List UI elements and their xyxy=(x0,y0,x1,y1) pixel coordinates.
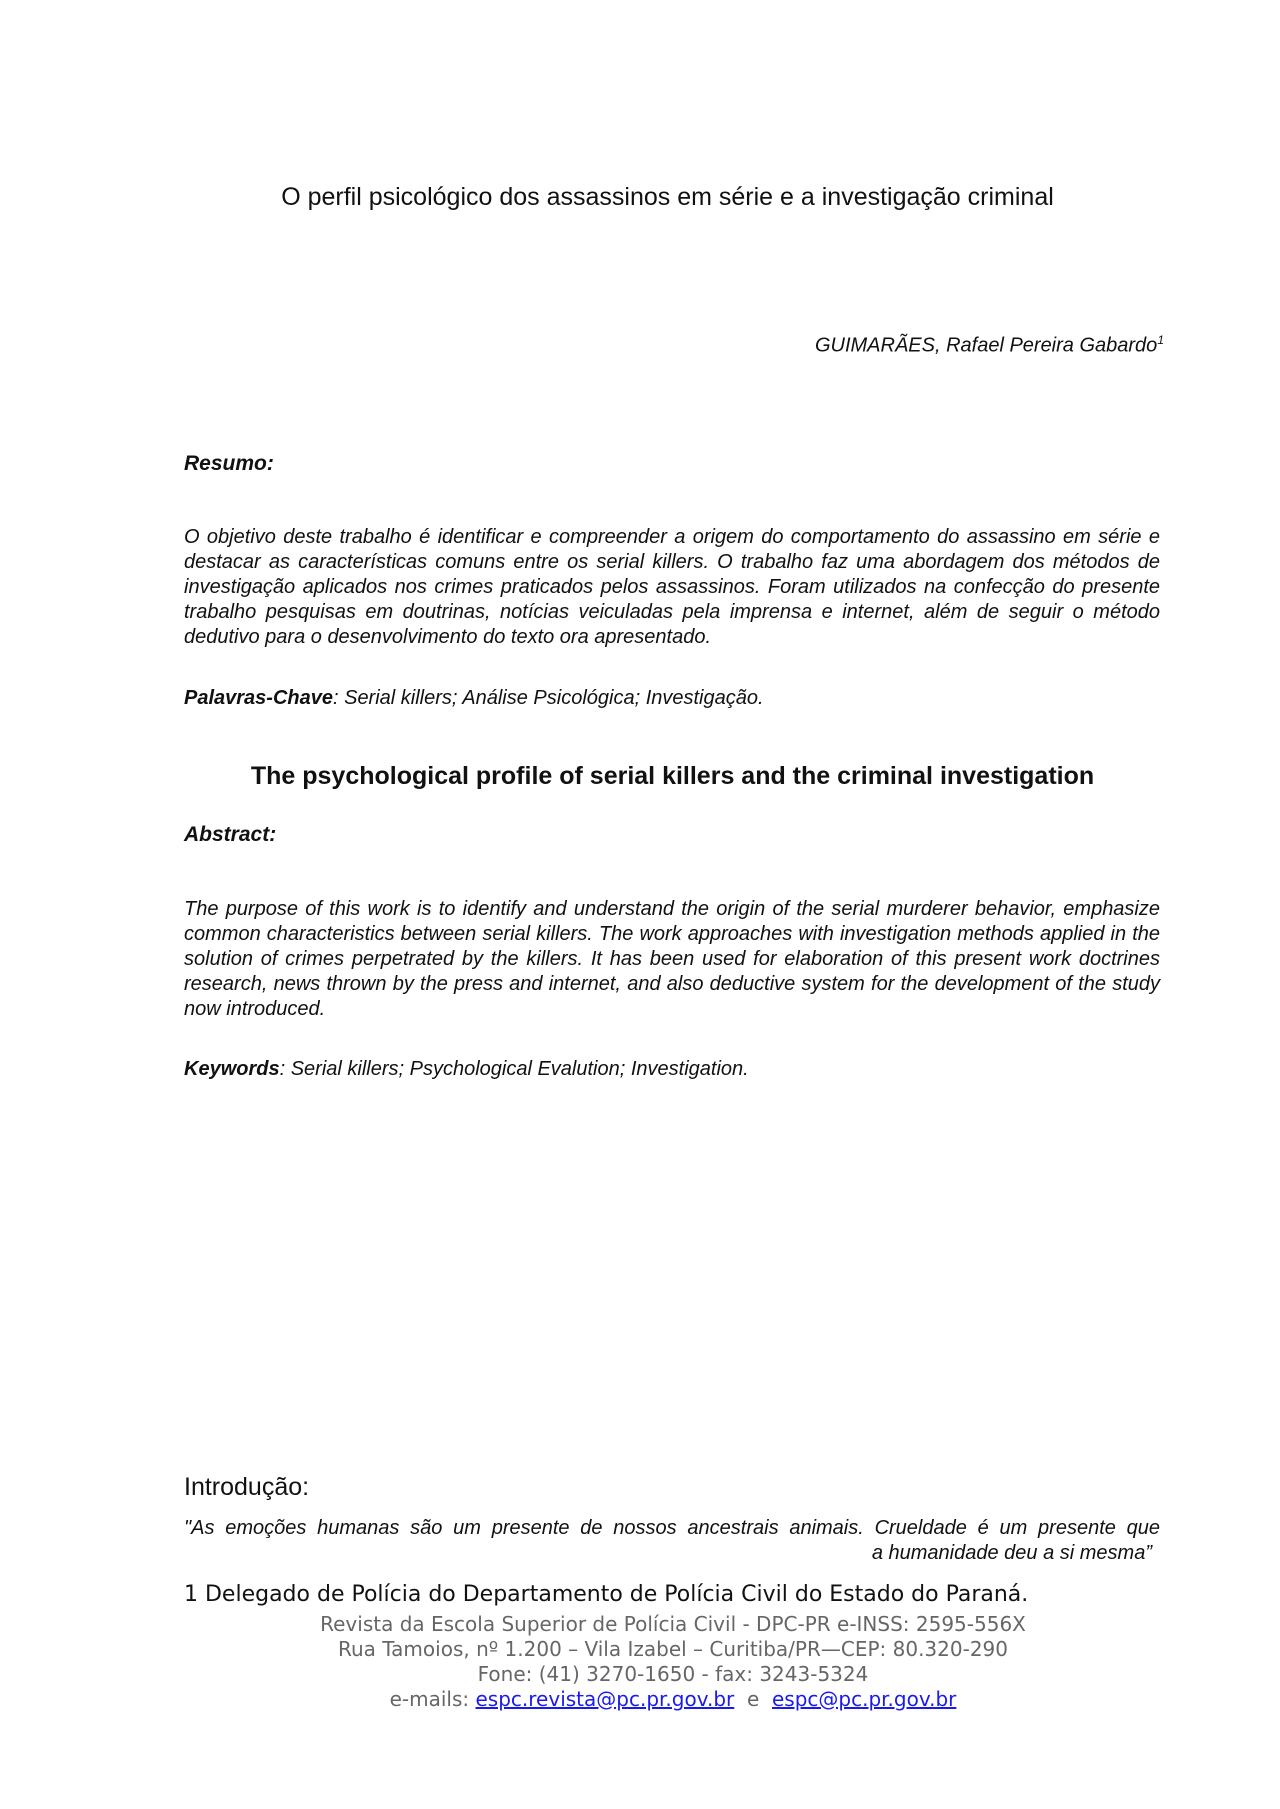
palavras-chave-text: : Serial killers; Análise Psicológica; Investigação. xyxy=(332,687,764,709)
footer-emails-prefix: e-mails: xyxy=(389,1687,476,1711)
footnote: 1 Delegado de Polícia do Departamento de Polícia Civil do Estado do Paraná. xyxy=(184,1582,1029,1607)
footer-address-line: Rua Tamoios, nº 1.200 – Vila Izabel – Curitiba/PR—CEP: 80.320-290 xyxy=(337,1637,1008,1661)
palavras-chave xyxy=(184,687,1160,710)
paper-title-english: The psychological profile of serial killers and the criminal investigation xyxy=(250,762,1095,790)
email-link-revista[interactable]: espc.revista@pc.pr.gov.br xyxy=(475,1687,735,1711)
abstract-label: Abstract: xyxy=(184,823,277,846)
footer-emails-line xyxy=(0,1687,1280,1711)
epigraph xyxy=(184,1516,1160,1566)
keywords-text: : Serial killers; Psychological Evalution; Investigation. xyxy=(279,1058,749,1080)
author-footnote-mark: 1 xyxy=(1157,333,1164,347)
footer-journal-line: Revista da Escola Superior de Polícia Civil - DPC-PR e-INSS: 2595-556X xyxy=(320,1612,1026,1636)
email-link-espc[interactable]: espc@pc.pr.gov.br xyxy=(771,1687,957,1711)
author-line xyxy=(815,333,1164,358)
keywords xyxy=(184,1058,1160,1081)
palavras-chave-label: Palavras-Chave xyxy=(184,687,333,709)
keywords-label: Keywords xyxy=(184,1058,280,1080)
author-name: GUIMARÃES, Rafael Pereira Gabardo xyxy=(814,334,1158,357)
intro-heading: Introdução: xyxy=(184,1473,310,1501)
epigraph-line-1: "As emoções humanas são um presente de nossos ancestrais animais. Crueldade é um presente que xyxy=(184,1517,1160,1539)
abstract-text: The purpose of this work is to identify and understand the origin of the serial murderer behavior, emphasize common characteristics between serial killers. The work approaches with investigation methods applied in the solution of crimes perpetrated by the killers. It has been used for elaboration of this present work doctrines research, news thrown by the press and internet, and also deductive system for the development of the study now introduced. xyxy=(184,898,1160,1020)
epigraph-line-2: a humanidade deu a si mesma” xyxy=(871,1542,1152,1564)
resumo-label: Resumo: xyxy=(184,452,274,475)
footer-phone-line: Fone: (41) 3270-1650 - fax: 3243-5324 xyxy=(477,1662,869,1686)
paper-title-portuguese: O perfil psicológico dos assassinos em série e a investigação criminal xyxy=(281,183,1054,211)
resumo-text: O objetivo deste trabalho é identificar e compreender a origem do comportamento do assassino em série e destacar as características comuns entre os serial killers. O trabalho faz uma abordagem dos métodos de investigação aplicados nos crimes praticados pelos assassinos. Foram utilizados na confecção do presente trabalho pesquisas em doutrinas, notícias veiculadas pela imprensa e internet, além de seguir o método dedutivo para o desenvolvimento do texto ora apresentado. xyxy=(184,526,1160,648)
footer-email-separator: e xyxy=(734,1687,772,1711)
